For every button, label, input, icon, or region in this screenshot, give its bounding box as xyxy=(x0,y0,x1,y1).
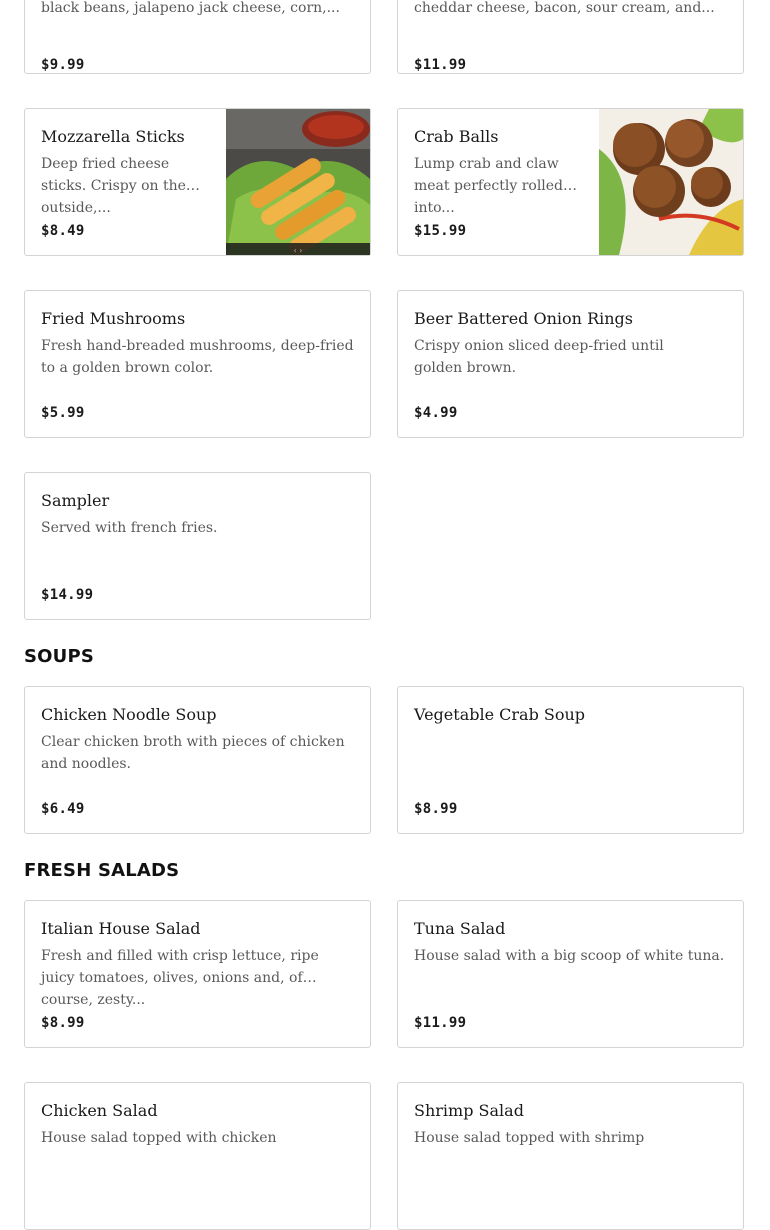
item-description: House salad topped with chicken xyxy=(41,1130,277,1146)
item-price: $6.49 xyxy=(41,801,85,817)
item-description: Clear chicken broth with pieces of chicken and noodles. xyxy=(41,734,345,772)
menu-item-card[interactable] xyxy=(24,686,371,834)
menu-item-card[interactable] xyxy=(24,108,371,256)
item-price: $8.99 xyxy=(41,1015,85,1031)
menu-item-card[interactable] xyxy=(397,0,744,74)
item-description: Fresh and filled with crisp lettuce, ripe juicy tomatoes, olives, onions and, of course, zesty... xyxy=(41,948,319,1008)
menu-item-card[interactable] xyxy=(24,900,371,1048)
menu-item-card[interactable] xyxy=(397,290,744,438)
menu-item-card[interactable] xyxy=(24,290,371,438)
item-price: $9.99 xyxy=(41,57,85,73)
item-name: Chicken Noodle Soup xyxy=(41,705,217,724)
item-description: House salad topped with shrimp xyxy=(414,1130,645,1146)
mozzarella-sticks-photo xyxy=(226,109,370,255)
item-description: Fresh hand-breaded mushrooms, deep-fried to a golden brown color. xyxy=(41,338,354,376)
menu-item-card[interactable] xyxy=(397,686,744,834)
item-name: Sampler xyxy=(41,491,110,510)
item-price: $4.99 xyxy=(414,405,458,421)
item-price: $15.99 xyxy=(414,223,467,239)
item-description: Deep fried cheese sticks. Crispy on the outside,... xyxy=(41,156,186,216)
item-description: House salad with a big scoop of white tuna. xyxy=(414,948,725,964)
item-description: Served with french fries. xyxy=(41,520,218,536)
item-price: $8.99 xyxy=(414,801,458,817)
item-name: Crab Balls xyxy=(414,127,499,146)
section-title-soups: SOUPS xyxy=(24,646,95,667)
item-price: $14.99 xyxy=(41,587,94,603)
menu-item-card[interactable] xyxy=(397,900,744,1048)
svg-text:‹ ›: ‹ › xyxy=(293,246,303,255)
menu-item-card[interactable] xyxy=(24,472,371,620)
item-price: $8.49 xyxy=(41,223,85,239)
item-description: Lump crab and claw meat perfectly rolled into... xyxy=(414,156,564,216)
menu-item-card[interactable] xyxy=(397,1082,744,1230)
item-description: cheddar cheese, bacon, sour cream, and... xyxy=(414,0,715,16)
crab-balls-photo xyxy=(599,109,743,255)
item-description: Crispy onion sliced deep-fried until golden brown. xyxy=(414,338,664,376)
item-name: Beer Battered Onion Rings xyxy=(414,309,633,328)
section-title-fresh-salads: FRESH SALADS xyxy=(24,860,180,881)
item-name: Mozzarella Sticks xyxy=(41,127,185,146)
item-name: Fried Mushrooms xyxy=(41,309,186,328)
item-description: black beans, jalapeno jack cheese, corn,... xyxy=(41,0,340,16)
item-name: Shrimp Salad xyxy=(414,1101,524,1120)
item-name: Tuna Salad xyxy=(414,919,506,938)
item-price: $11.99 xyxy=(414,1015,467,1031)
item-name: Italian House Salad xyxy=(41,919,201,938)
item-price: $5.99 xyxy=(41,405,85,421)
menu-item-card[interactable] xyxy=(397,108,744,256)
item-name: Chicken Salad xyxy=(41,1101,158,1120)
item-name: Vegetable Crab Soup xyxy=(414,705,586,724)
menu-item-card[interactable] xyxy=(24,0,371,74)
item-price: $11.99 xyxy=(414,57,467,73)
menu-item-card[interactable] xyxy=(24,1082,371,1230)
